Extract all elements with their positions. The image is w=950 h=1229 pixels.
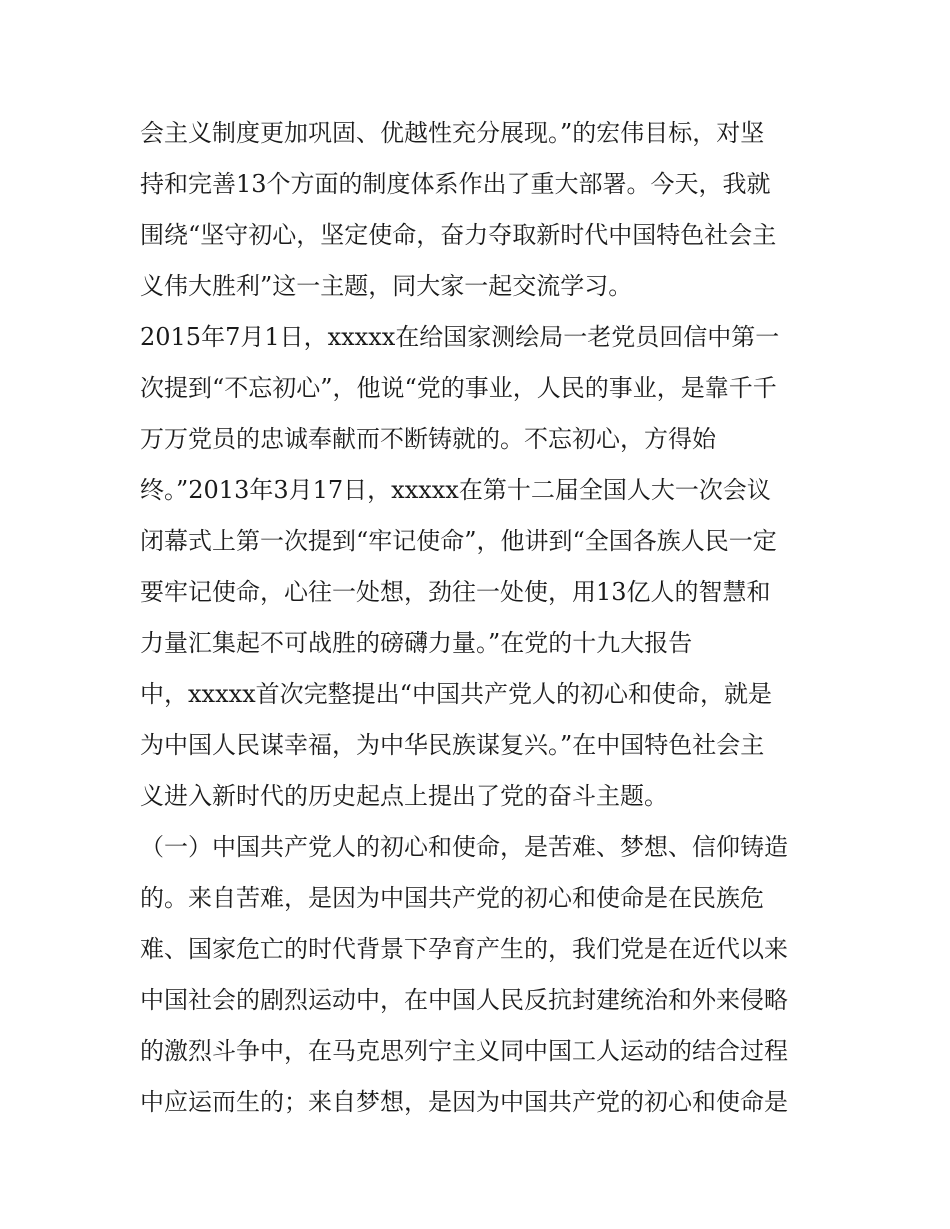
text-line: （一）中国共产党人的初心和使命，是苦难、梦想、信仰铸造 xyxy=(140,833,788,861)
text-line: 为中国人民谋幸福，为中华民族谋复兴。”在中国特色社会主 xyxy=(140,731,765,759)
text-line: 力量汇集起不可战胜的磅礴力量。”在党的十九大报告 xyxy=(140,629,693,657)
text-line: 终。”2013年3月17日，xxxxx在第十二届全国人大一次会议 xyxy=(140,476,771,504)
text-line: 的激烈斗争中，在马克思列宁主义同中国工人运动的结合过程 xyxy=(140,1037,788,1065)
text-line: 会主义制度更加巩固、优越性充分展现。”的宏伟目标，对坚 xyxy=(140,119,765,147)
text-line: 要牢记使命，心往一处想，劲往一处使，用13亿人的智慧和 xyxy=(140,578,771,606)
text-line: 围绕“坚守初心，坚定使命，奋力夺取新时代中国特色社会主 xyxy=(140,221,777,249)
text-line: 闭幕式上第一次提到“牢记使命”，他讲到“全国各族人民一定 xyxy=(140,527,777,555)
text-line: 义伟大胜利”这一主题，同大家一起交流学习。 xyxy=(140,272,633,300)
text-line: 万万党员的忠诚奉献而不断铸就的。不忘初心，方得始 xyxy=(140,425,716,453)
text-line: 义进入新时代的历史起点上提出了党的奋斗主题。 xyxy=(140,782,668,810)
text-line: 次提到“不忘初心”，他说“党的事业，人民的事业，是靠千千 xyxy=(140,374,777,402)
text-line: 的。来自苦难，是因为中国共产党的初心和使命是在民族危 xyxy=(140,884,764,912)
text-line: 2015年7月1日，xxxxx在给国家测绘局一老党员回信中第一 xyxy=(140,323,780,351)
text-line: 中，xxxxx首次完整提出“中国共产党人的初心和使命，就是 xyxy=(140,680,772,708)
text-line: 中国社会的剧烈运动中，在中国人民反抗封建统治和外来侵略 xyxy=(140,986,788,1014)
text-line: 难、国家危亡的时代背景下孕育产生的，我们党是在近代以来 xyxy=(140,935,788,963)
text-line: 中应运而生的；来自梦想，是因为中国共产党的初心和使命是 xyxy=(140,1088,788,1116)
body-text xyxy=(140,108,820,1128)
text-line: 持和完善13个方面的制度体系作出了重大部署。今天，我就 xyxy=(140,170,771,198)
